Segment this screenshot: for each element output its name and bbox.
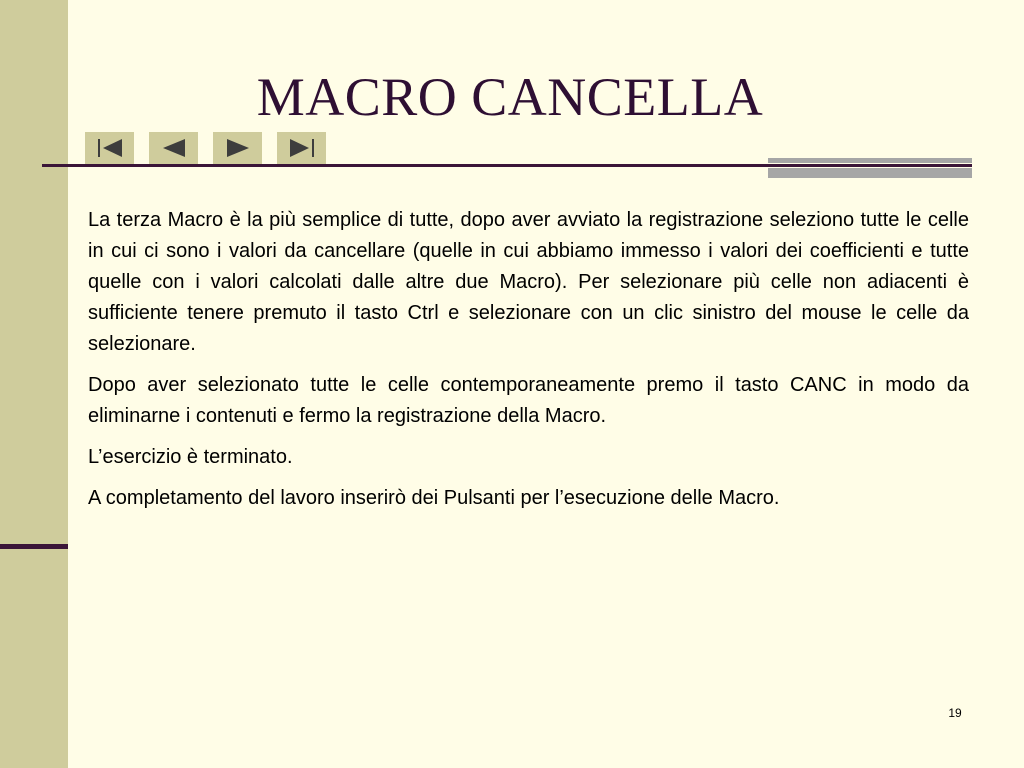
decorative-grey-bar-lower <box>768 168 972 178</box>
body-paragraph: La terza Macro è la più semplice di tutte, dopo aver avviato la registrazione seleziono tutte le celle in cui ci sono i valori da cancellare (quelle in cui abbiamo immesso i valori dei coefficienti e tutte quelle con i valori calcolati dalle altre due Macro). Per selezionare più celle non adiacenti è sufficiente tenere premuto il tasto Ctrl e selezionare con un clic sinistro del mouse le celle da selezionare. <box>88 209 969 355</box>
left-decorative-band <box>0 0 68 768</box>
slide-body <box>88 205 969 524</box>
last-slide-icon <box>287 137 317 159</box>
previous-slide-icon <box>159 137 189 159</box>
body-paragraph: Dopo aver selezionato tutte le celle contemporaneamente premo il tasto CANC in modo da eliminarne i contenuti e fermo la registrazione della Macro. <box>88 374 969 427</box>
page-number: 19 <box>948 706 962 720</box>
body-paragraph: L’esercizio è terminato. <box>88 446 293 468</box>
left-accent-rule <box>0 544 68 549</box>
body-paragraph: A completamento del lavoro inserirò dei Pulsanti per l’esecuzione delle Macro. <box>88 487 780 509</box>
decorative-grey-bar <box>768 158 972 163</box>
last-slide-button[interactable] <box>277 132 326 164</box>
title-divider <box>42 164 972 167</box>
first-slide-button[interactable] <box>85 132 134 164</box>
first-slide-icon <box>95 137 125 159</box>
next-slide-button[interactable] <box>213 132 262 164</box>
next-slide-icon <box>223 137 253 159</box>
previous-slide-button[interactable] <box>149 132 198 164</box>
slide-title: MACRO CANCELLA <box>256 67 764 127</box>
